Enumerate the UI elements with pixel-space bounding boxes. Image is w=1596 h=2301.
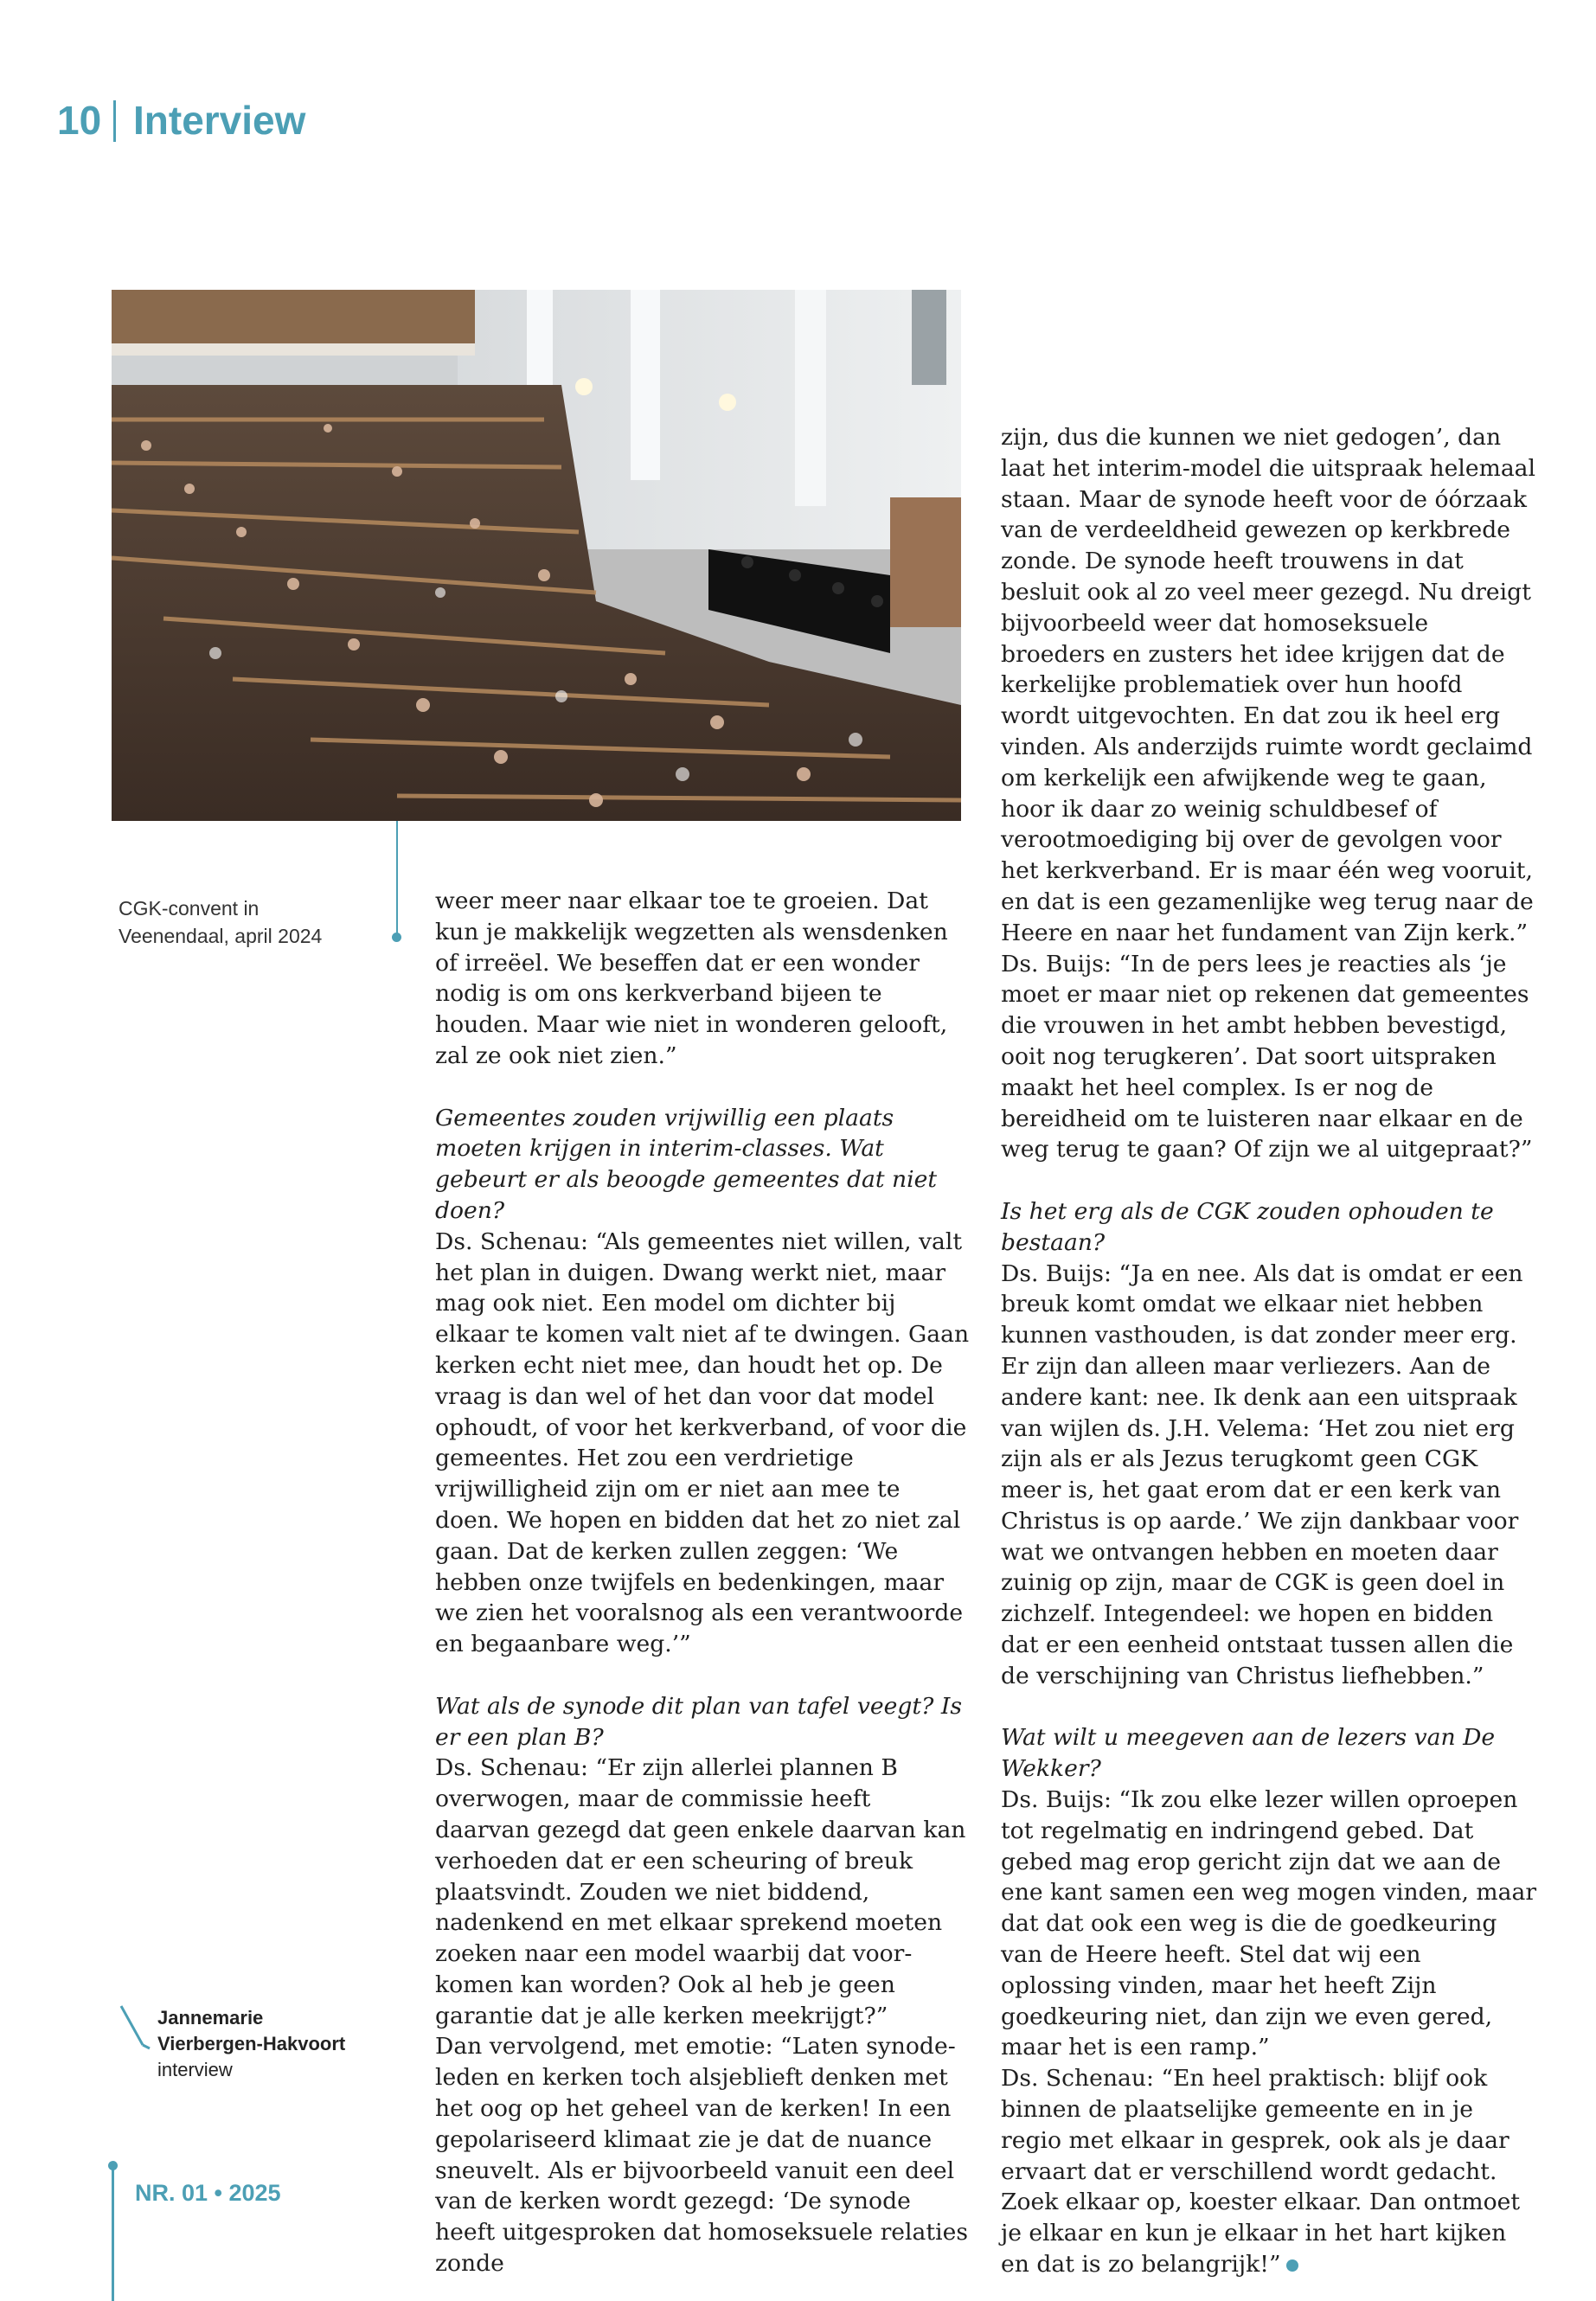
footer-dot — [108, 2161, 118, 2170]
paragraph: Ds. Schenau: “Als gemeentes niet willen, valt het plan in duigen. Dwang werkt niet, maar mag ook niet. Een model om dichter bij elkaar te komen valt niet af te dwingen. Gaan kerken echt niet mee, dan houdt het op. De vraag is dan wel of het dan voor dat model ophoudt, of voor het kerkverband, of voor die gemeentes. Het zou een verdrietige vrijwilligheid zijn om er niet aan mee te doen. We hopen en bidden dat het zo niet zal gaan. Dat de kerken zullen zeggen: ‘We hebben onze twijfels en bedenkingen, maar we zien het vooralsnog als een verantwoorde en begaanbare weg.’” — [435, 1227, 970, 1658]
author-credit — [157, 2005, 391, 2083]
paragraph: Ds. Buijs: “Ja en nee. Als dat is omdat er een breuk komt omdat we elkaar niet hebben kunnen vasthouden, is dat zonder meer erg. Er zijn dan alleen maar verliezers. Aan de andere kant: nee. Ik denk aan een uitspraak van wijlen ds. J.H. Velema: ‘Het zou niet erg zijn als er als Jezus terugkomt geen CGK meer is, het gaat erom dat er een kerk van Christus is op aarde.’ We zijn dankbaar voor wat we ontvangen hebben en moeten daar zuinig op zijn, maar de CGK is geen doel in zichzelf. Integendeel: we hopen en bidden dat er een eenheid ontstaat tussen allen die de verschijning van Christus liefhebben.” — [1001, 1259, 1523, 1689]
paragraph: Dan vervolgend, met emotie: “Laten synodeleden en kerken toch alsjeblieft denken met het oog op het geheel van de kerken! In een gepolariseerd klimaat zie je dat de nuance sneuvelt. Als er bijvoorbeeld vanuit een deel van de kerken wordt gezegd: ‘De synode heeft uitgesproken dat homoseksuele relaties zonde — [435, 2033, 968, 2278]
footer-divider — [112, 2164, 114, 2301]
issue-number: NR. 01 • 2025 — [135, 2180, 281, 2206]
pen-pointer-icon — [119, 2003, 151, 2055]
photo-caption — [119, 894, 361, 950]
article-column-right — [1001, 422, 1537, 2280]
author-name-line-1: Jannemarie — [157, 2007, 264, 2029]
interview-question: Gemeentes zouden vrijwillig een plaats moeten krijgen in interim-classes. Wat gebeurt er als beoogde gemeentes dat niet doen? — [435, 1104, 938, 1224]
paragraph: Ds. Schenau: “Er zijn allerlei plannen B overwogen, maar de commissie heeft daarvan gezegd dat geen enkele daarvan kan verhoeden dat er een scheuring of breuk plaatsvindt. Zouden we niet biddend, nadenkend en met elkaar sprekend moeten zoeken naar een model waarbij dat voorkomen kan worden? Ook al heb je geen garantie dat je alle kerken meekrijgt?” — [435, 1754, 966, 2029]
interview-question: Wat wilt u meegeven aan de lezers van De Wekker? — [1001, 1724, 1496, 1783]
header-divider — [113, 100, 116, 142]
interview-question: Is het erg als de CGK zouden ophouden te bestaan? — [1001, 1197, 1494, 1256]
paragraph: weer meer naar elkaar toe te groeien. Dat kun je makkelijk wegzetten als wensdenken of irreëel. We beseffen dat er een wonder nodig is om ons kerkverband bijeen te houden. Maar wie niet in wonderen gelooft, zal ze ook niet zien.” — [435, 888, 948, 1069]
end-mark-dot — [1286, 2259, 1298, 2272]
caption-line-2: Veenendaal, april 2024 — [119, 925, 323, 947]
article-column-middle — [435, 886, 971, 2279]
convention-photo — [112, 290, 961, 821]
closing-text: Ds. Schenau: “En heel praktisch: blijf ook binnen de plaatselijke gemeente en in je regio met elkaar in gesprek, ook als je daar ervaart dat er verschillend wordt gedacht. Zoek elkaar op, koester elkaar. Dan ontmoet je elkaar en kun je elkaar in het hart kijken en dat is zo belangrijk!” — [1001, 2065, 1521, 2279]
caption-pointer-dot — [392, 933, 401, 942]
caption-pointer-line — [396, 821, 398, 936]
paragraph: Ds. Buijs: “Ik zou elke lezer willen oproepen tot regelmatig en indringend gebed. Dat gebed mag erop gericht zijn dat we aan de ene kant samen een weg mogen vinden, maar dat dat ook een weg is die de goedkeuring van de Heere heeft. Stel dat wij een oplossing vinden, maar het heeft Zijn goedkeuring niet, dan zijn we even gered, maar het is een ramp.” — [1001, 1786, 1537, 2061]
paragraph: Ds. Buijs: “In de pers lees je reacties als ‘je moet er maar niet op rekenen dat gemeentes die vrouwen in het ambt hebben bevestigd, ooit nog terugkeren’. Dat soort uitspraken maakt het heel complex. Is er nog de bereidheid om te luisteren naar elkaar en de weg terug te gaan? Of zijn we al uitgepraat?” — [1001, 950, 1533, 1163]
closing-paragraph — [1001, 2063, 1537, 2280]
paragraph: zijn, dus die kunnen we niet gedogen’, dan laat het interim-model die uitspraak helemaal staan. Maar de synode heeft voor de óórzaak van de verdeeldheid gewezen op kerkbrede zonde. De synode heeft trouwens in dat besluit ook al zo veel meer gezegd. Nu dreigt bijvoorbeeld weer dat homoseksuele broeders en zusters het idee krijgen dat de kerkelijke problematiek over hun hoofd wordt uitgevochten. En dat zou ik heel erg vinden. Als anderzijds ruimte wordt geclaimd om kerkelijk een afwijkende weg te gaan, hoor ik daar zo weinig schuldbesef of verootmoediging bij over de gevolgen voor het kerkverband. Er is maar één weg vooruit, en dat is een gezamenlijke weg terug naar de Heere en naar het fundament van Zijn kerk.” — [1001, 424, 1536, 946]
convention-photo-illustration — [112, 290, 961, 821]
author-role: interview — [157, 2059, 233, 2080]
author-name-line-2: Vierbergen-Hakvoort — [157, 2033, 346, 2054]
interview-question: Wat als de synode dit plan van tafel veegt? Is er een plan B? — [435, 1692, 962, 1751]
page-number: 10 — [57, 98, 102, 143]
caption-line-1: CGK-convent in — [119, 897, 260, 920]
section-title: Interview — [133, 98, 306, 143]
